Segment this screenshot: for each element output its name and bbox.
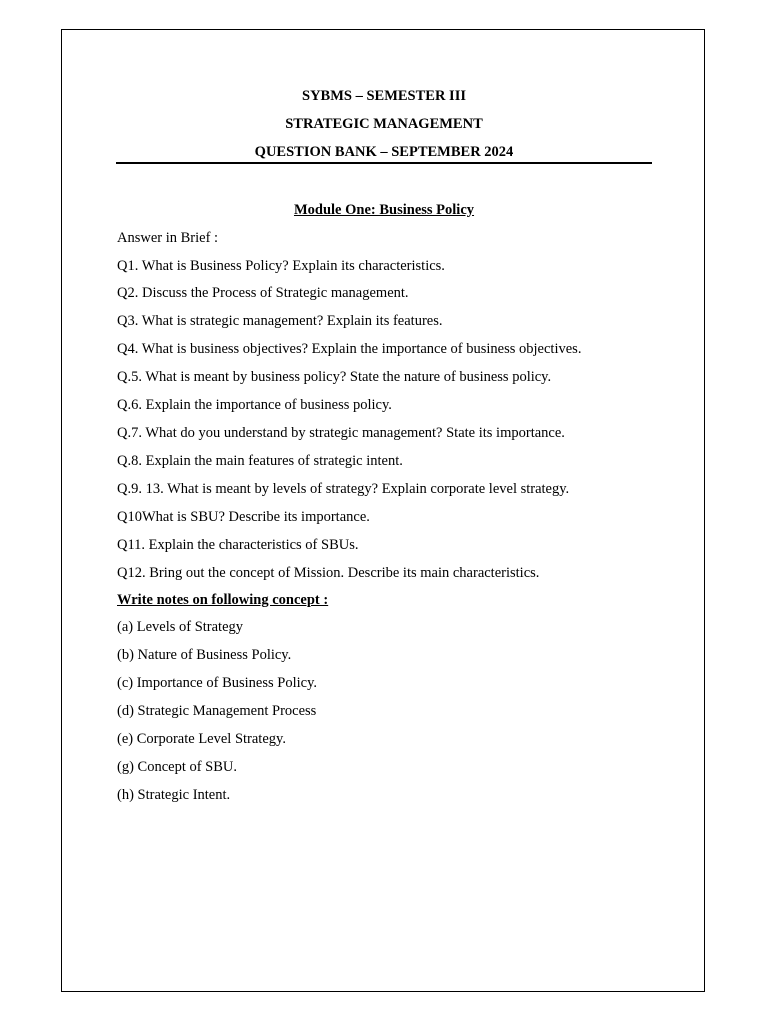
question-item: Q1. What is Business Policy? Explain its characteristics. [117, 258, 445, 274]
header-divider [116, 162, 652, 164]
note-item: (g) Concept of SBU. [117, 759, 238, 775]
note-item: (b) Nature of Business Policy. [117, 647, 292, 663]
note-item: (h) Strategic Intent. [117, 787, 231, 803]
question-item: Q.6. Explain the importance of business policy. [117, 397, 392, 413]
question-item: Q12. Bring out the concept of Mission. Describe its main characteristics. [117, 565, 540, 581]
question-item: Q.9. 13. What is meant by levels of strategy? Explain corporate level strategy. [117, 481, 570, 497]
question-item: Q.8. Explain the main features of strategic intent. [117, 453, 403, 469]
question-item: Q.7. What do you understand by strategic management? State its importance. [117, 425, 565, 441]
question-item: Q4. What is business objectives? Explain the importance of business objectives. [117, 341, 582, 357]
note-item: (e) Corporate Level Strategy. [117, 731, 286, 747]
module-heading: Module One: Business Policy [293, 202, 475, 218]
question-item: Q.5. What is meant by business policy? State the nature of business policy. [117, 369, 552, 385]
document-title-question-bank: QUESTION BANK – SEPTEMBER 2024 [254, 144, 514, 160]
answer-in-brief-label: Answer in Brief : [117, 230, 219, 246]
question-item: Q3. What is strategic management? Explain its features. [117, 313, 443, 329]
note-item: (a) Levels of Strategy [117, 619, 244, 635]
note-item: (c) Importance of Business Policy. [117, 675, 317, 691]
question-item: Q2. Discuss the Process of Strategic management. [117, 285, 409, 301]
question-item: Q10What is SBU? Describe its importance. [117, 509, 370, 525]
note-item: (d) Strategic Management Process [117, 703, 317, 719]
notes-heading: Write notes on following concept : [117, 592, 329, 608]
document-title-program: SYBMS – SEMESTER III [302, 88, 466, 104]
question-item: Q11. Explain the characteristics of SBUs. [117, 537, 359, 553]
document-title-subject: STRATEGIC MANAGEMENT [285, 116, 483, 132]
